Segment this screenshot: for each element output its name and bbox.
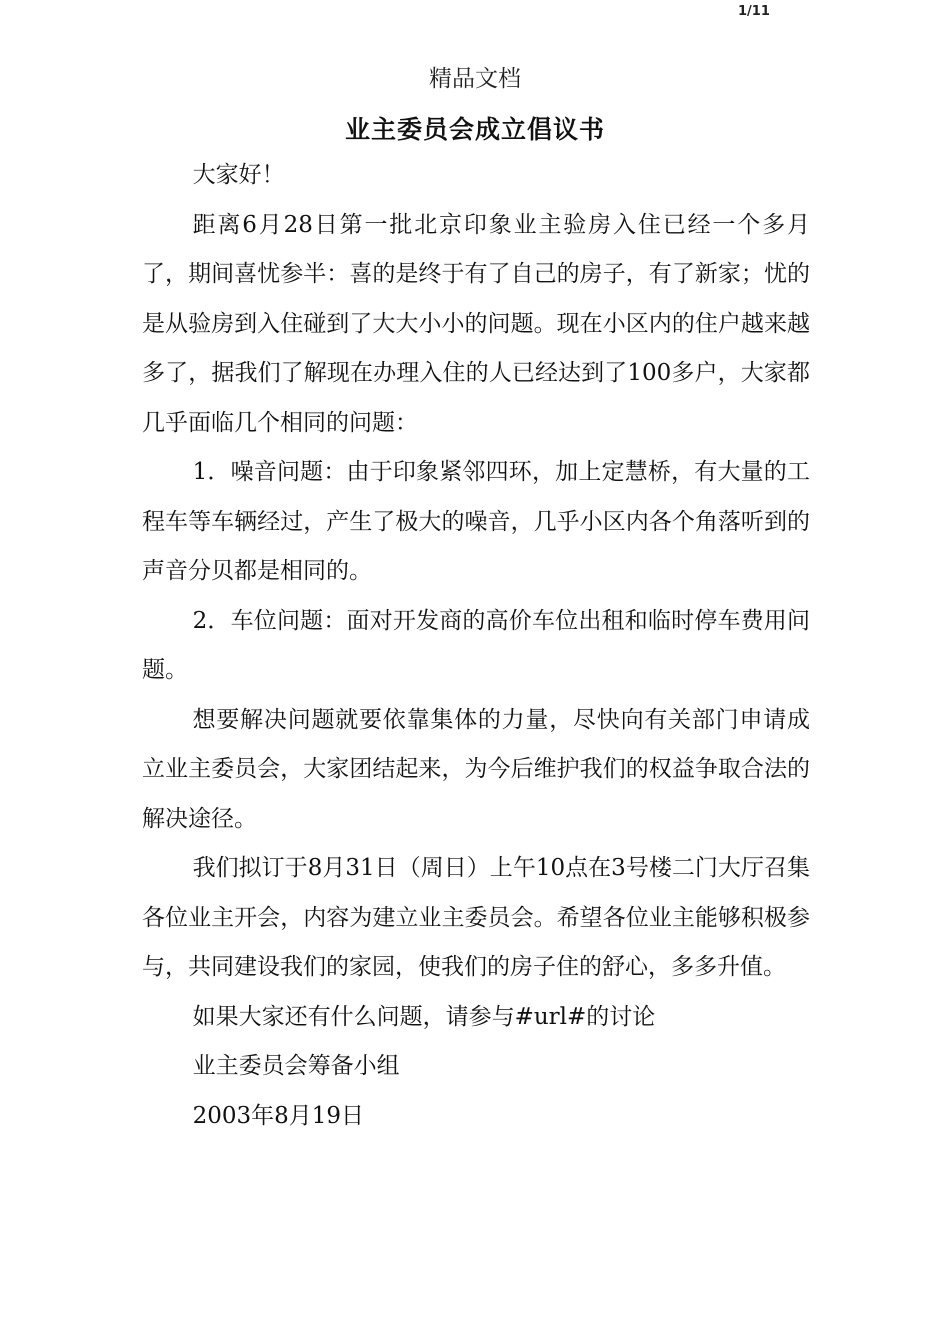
body-paragraph-proposal: 想要解决问题就要依靠集体的力量，尽快向有关部门申请成立业主委员会，大家团结起来，为今后维护我们的权益争取合法的解决途径。 bbox=[142, 706, 810, 832]
discussion-note: 如果大家还有什么问题，请参与#url#的讨论 bbox=[192, 1003, 656, 1030]
page-number: 1/11 bbox=[738, 4, 770, 19]
body-paragraph-intro: 距离6月28日第一批北京印象业主验房入住已经一个多月了，期间喜忧参半：喜的是终于有了自己的房子，有了新家；忧的是从验房到入住碰到了大大小小的问题。现在小区内的住户越来越多了，据我们了解现在办理入住的人已经达到了100多户，大家都几乎面临几个相同的问题： bbox=[142, 211, 810, 436]
document-header: 精品文档 bbox=[429, 66, 521, 92]
document-title: 业主委员会成立倡议书 bbox=[344, 115, 605, 144]
document-body bbox=[142, 151, 810, 1141]
signature-group: 业主委员会筹备小组 bbox=[192, 1053, 400, 1079]
greeting: 大家好！ bbox=[192, 162, 285, 188]
body-paragraph-meeting: 我们拟订于8月31日（周日）上午10点在3号楼二门大厅召集各位业主开会，内容为建立业主委员会。希望各位业主能够积极参与，共同建设我们的家园，使我们的房子住的舒心，多多升值。 bbox=[142, 855, 810, 980]
body-paragraph-noise: 1．噪音问题：由于印象紧邻四环，加上定慧桥，有大量的工程车等车辆经过，产生了极大的噪音，几乎小区内各个角落听到的声音分贝都是相同的。 bbox=[142, 459, 810, 584]
body-paragraph-parking: 2．车位问题：面对开发商的高价车位出租和临时停车费用问题。 bbox=[142, 607, 810, 683]
signature-date: 2003年8月19日 bbox=[192, 1102, 365, 1129]
